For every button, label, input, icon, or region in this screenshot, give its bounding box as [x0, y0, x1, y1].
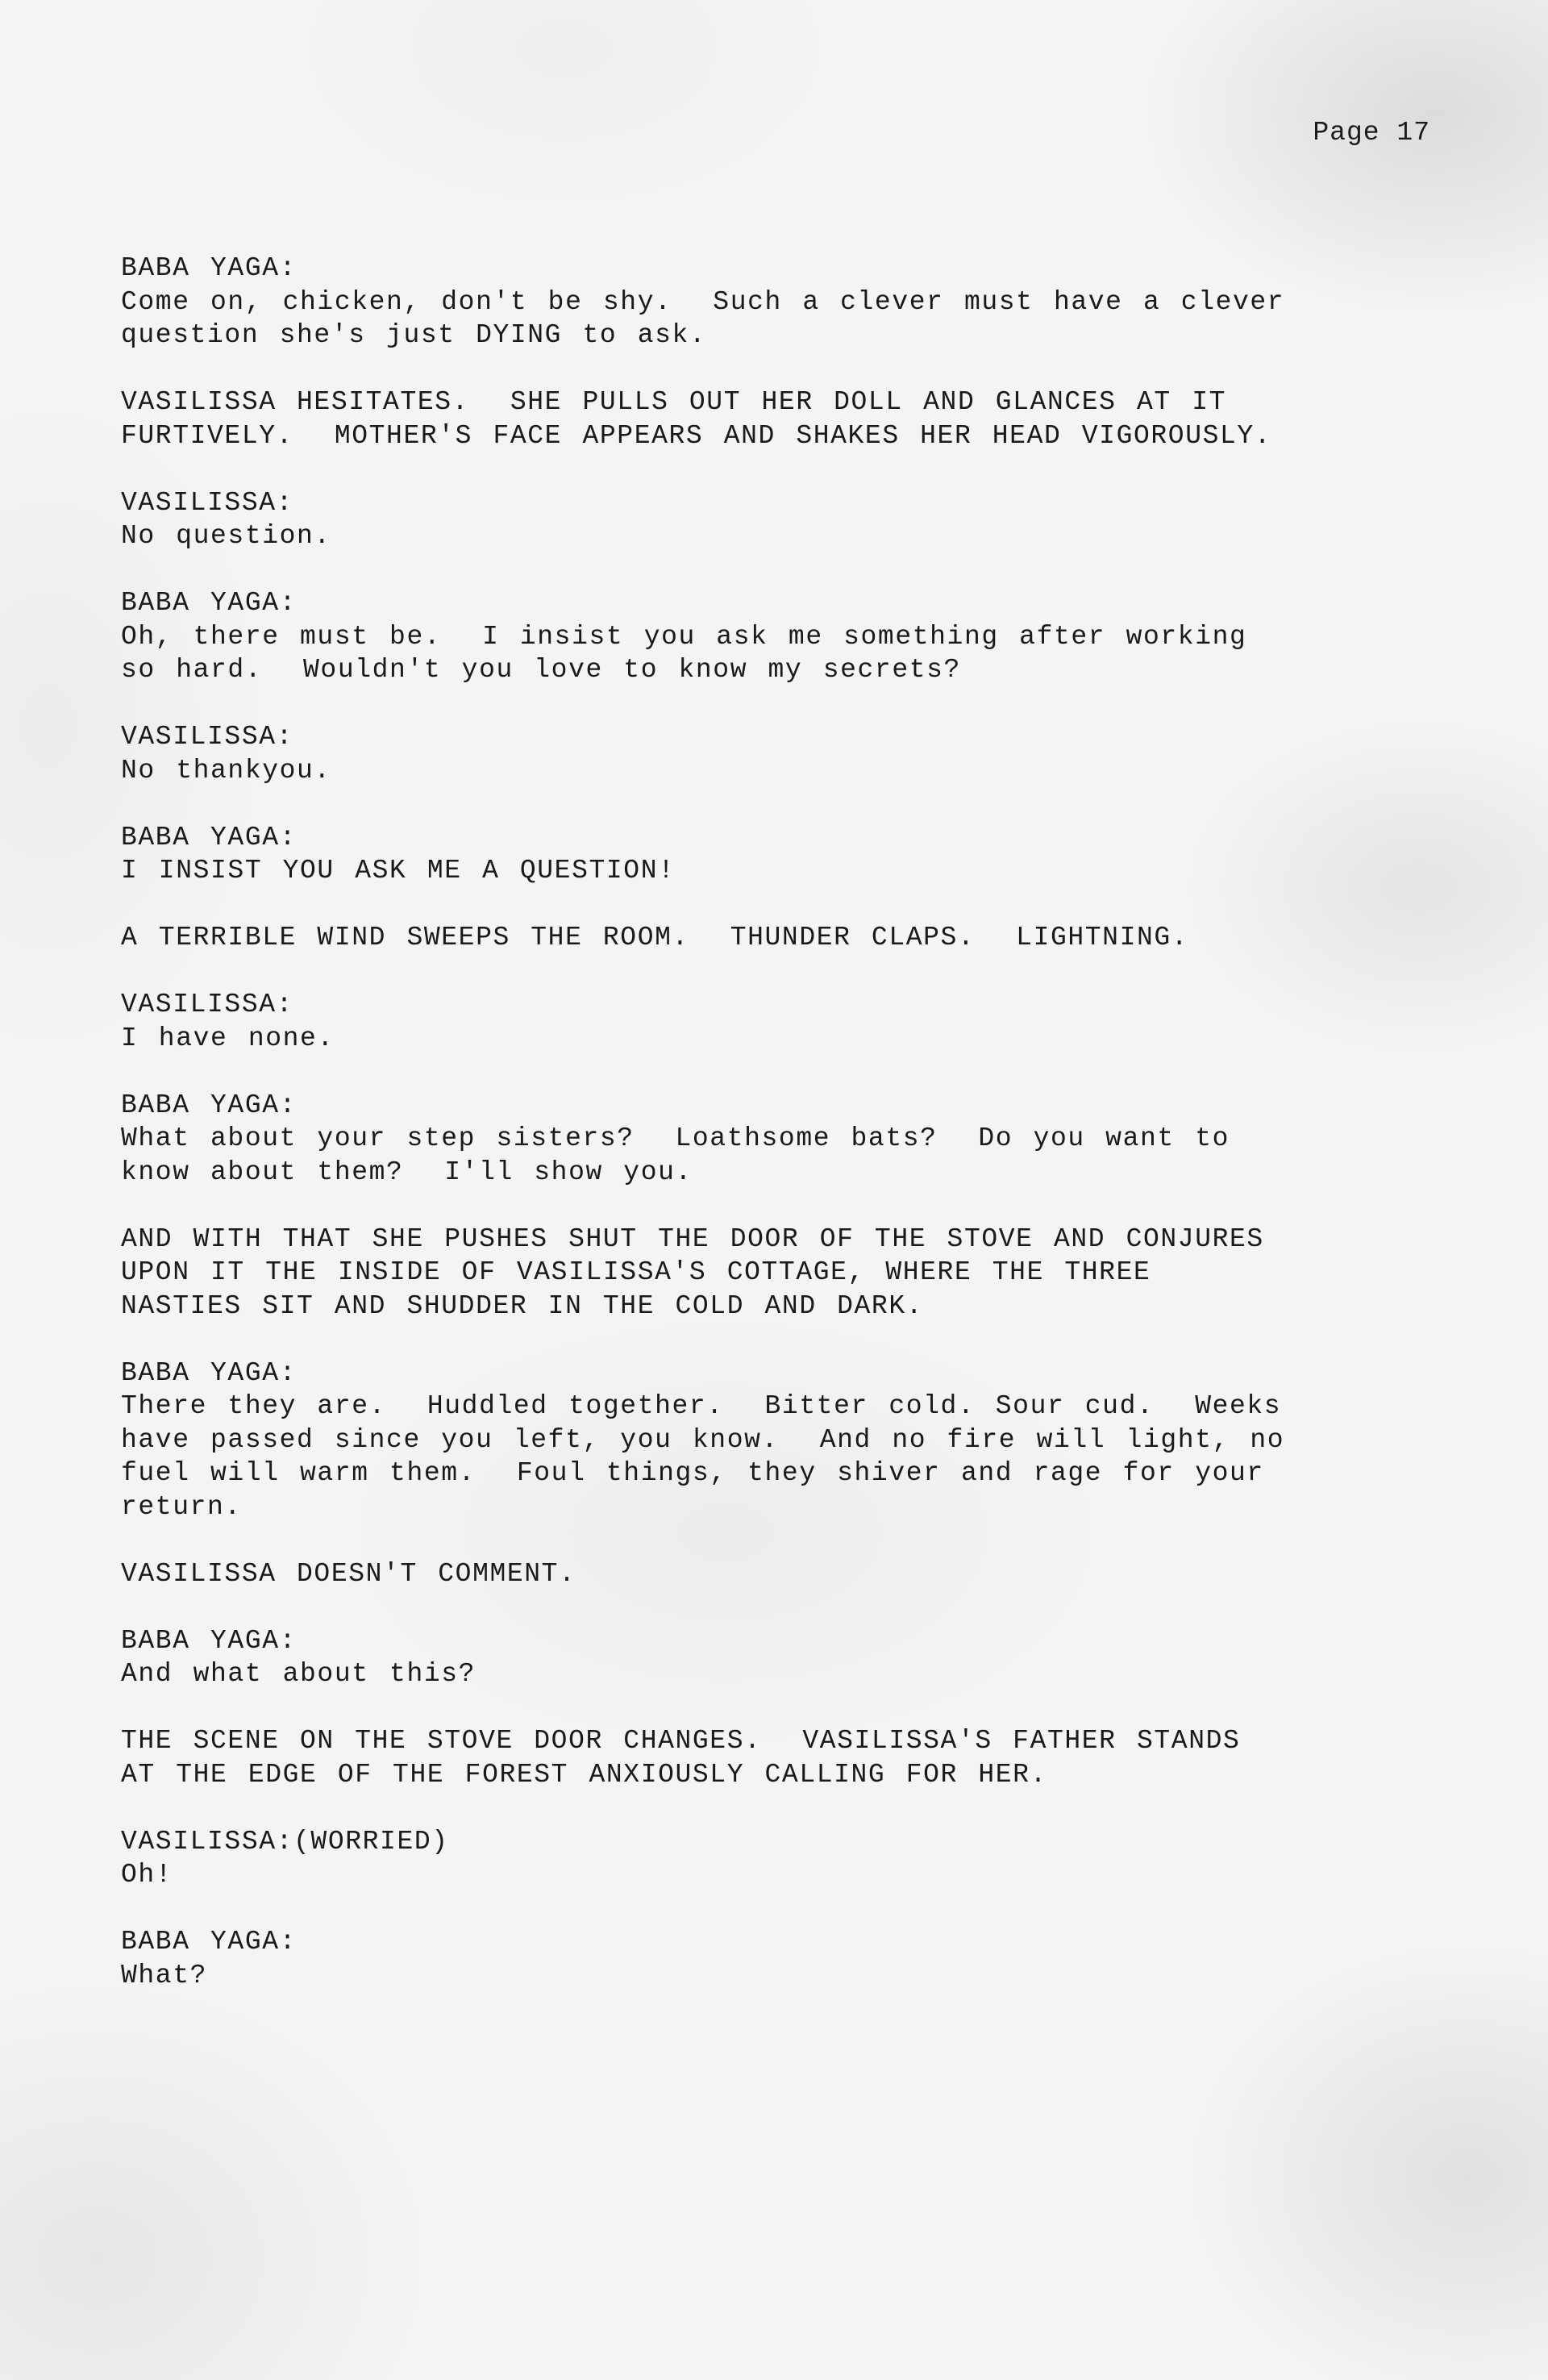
action-line: AND WITH THAT SHE PUSHES SHUT THE DOOR OF THE STOVE AND CONJURES — [121, 1223, 1264, 1254]
character-name: BABA YAGA: — [121, 588, 298, 618]
dialogue-line: know about them? I'll show you. — [121, 1157, 693, 1187]
action-block — [121, 1223, 1443, 1323]
character-name: VASILISSA: — [121, 990, 294, 1019]
character-name: BABA YAGA: — [121, 822, 298, 852]
dialogue-line: No question. — [121, 521, 331, 551]
character-name: VASILISSA: — [121, 487, 294, 518]
dialogue-block — [121, 486, 1443, 553]
dialogue-line: Oh! — [121, 1860, 173, 1890]
dialogue-line: I have none. — [121, 1023, 335, 1053]
dialogue-block — [121, 720, 1443, 787]
action-line: NASTIES SIT AND SHUDDER IN THE COLD AND DARK. — [121, 1290, 924, 1321]
character-name: BABA YAGA: — [121, 1357, 298, 1388]
character-name: BABA YAGA: — [121, 1927, 298, 1957]
dialogue-line: What about your step sisters? Loathsome bats? Do you want to — [121, 1123, 1230, 1153]
dialogue-line: have passed since you left, you know. And no fire will light, no — [121, 1424, 1285, 1455]
character-name: VASILISSA: — [121, 722, 294, 752]
character-name: BABA YAGA: — [121, 253, 298, 283]
character-name: BABA YAGA: — [121, 1625, 298, 1656]
dialogue-line: Come on, chicken, don't be shy. Such a clever must have a clever — [121, 286, 1285, 317]
dialogue-line: Oh, there must be. I insist you ask me something after working — [121, 621, 1247, 652]
action-line: FURTIVELY. MOTHER'S FACE APPEARS AND SHAKES HER HEAD VIGOROUSLY. — [121, 420, 1272, 451]
action-block — [121, 1724, 1443, 1791]
dialogue-line: No thankyou. — [121, 755, 331, 786]
dialogue-line: so hard. Wouldn't you love to know my secrets? — [121, 655, 961, 685]
action-line: VASILISSA DOESN'T COMMENT. — [121, 1558, 576, 1589]
dialogue-line: What? — [121, 1960, 208, 1990]
dialogue-line: And what about this? — [121, 1659, 476, 1689]
action-block — [121, 386, 1443, 452]
dialogue-block — [121, 988, 1443, 1055]
dialogue-line: I INSIST YOU ASK ME A QUESTION! — [121, 856, 676, 886]
character-name: BABA YAGA: — [121, 1090, 298, 1120]
action-block — [121, 1557, 1443, 1591]
action-line: THE SCENE ON THE STOVE DOOR CHANGES. VASILISSA'S FATHER STANDS — [121, 1726, 1241, 1756]
action-line: UPON IT THE INSIDE OF VASILISSA'S COTTAGE, WHERE THE THREE — [121, 1257, 1151, 1287]
dialogue-block — [121, 821, 1443, 888]
dialogue-block — [121, 586, 1443, 687]
dialogue-block — [121, 1825, 1443, 1892]
dialogue-line: return. — [121, 1491, 242, 1522]
dialogue-block — [121, 1357, 1443, 1524]
action-line: AT THE EDGE OF THE FOREST ANXIOUSLY CALLING FOR HER. — [121, 1759, 1047, 1790]
action-block — [121, 921, 1443, 955]
dialogue-line: fuel will warm them. Foul things, they shiver and rage for your — [121, 1458, 1264, 1488]
script-body — [121, 252, 1443, 2026]
dialogue-block — [121, 1925, 1443, 1992]
dialogue-block — [121, 1624, 1443, 1691]
dialogue-block — [121, 252, 1443, 352]
dialogue-line: There they are. Huddled together. Bitter cold. Sour cud. Weeks — [121, 1391, 1282, 1421]
action-line: VASILISSA HESITATES. SHE PULLS OUT HER DOLL AND GLANCES AT IT — [121, 387, 1226, 417]
action-line: A TERRIBLE WIND SWEEPS THE ROOM. THUNDER CLAPS. LIGHTNING. — [121, 923, 1189, 952]
character-name: VASILISSA:(WORRIED) — [121, 1826, 449, 1857]
dialogue-line: question she's just DYING to ask. — [121, 320, 707, 350]
page-number: Page 17 — [1313, 118, 1430, 148]
dialogue-block — [121, 1089, 1443, 1190]
